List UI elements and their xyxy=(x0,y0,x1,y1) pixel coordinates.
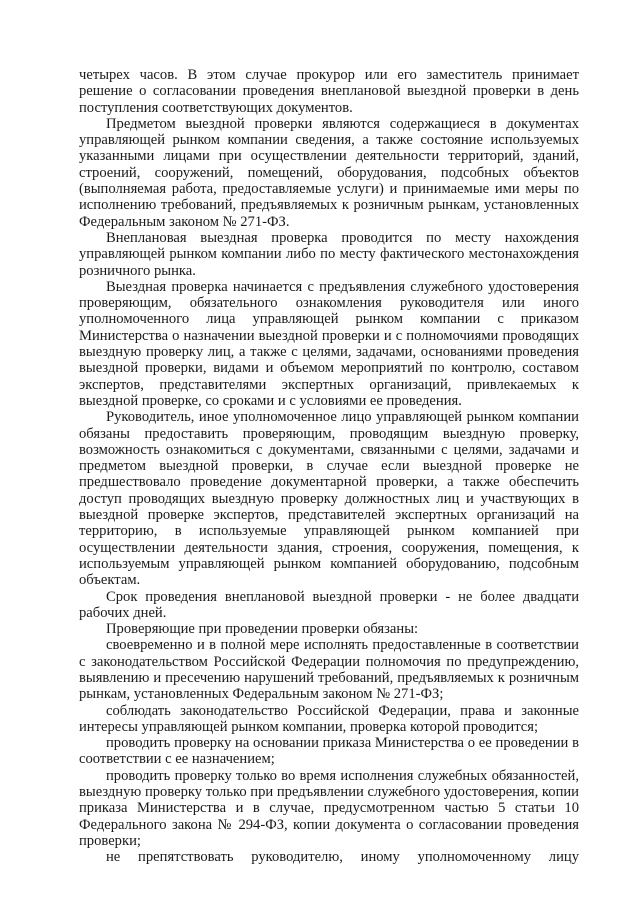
paragraph-duty-order-basis: проводить проверку на основании приказа Министерства о ее проведении в соответствии с ее назначением; xyxy=(79,735,579,768)
paragraph-inspection-start: Выездная проверка начинается с предъявления служебного удостоверения проверяющим, обязательного ознакомления руководителя или иного уполномоченного лица управляющей рынком компании с приказом Министерства о назначении выездной проверки и с полномочиями проводящих выездную проверку лиц, а также с целями, задачами, основаниями проведения выездной проверки, видами и объемом мероприятий по контролю, составом экспертов, представителями экспертных организаций, привлекаемых к выездной проверке, со сроками и с условиями ее проведения. xyxy=(79,278,579,409)
paragraph-duty-observe-law: соблюдать законодательство Российской Федерации, права и законные интересы управляющей рынком компании, проверка которой проводится; xyxy=(79,702,579,735)
paragraph-inspectors-duties-intro: Проверяющие при проведении проверки обязаны: xyxy=(106,621,419,638)
paragraph-continuation: четырех часов. В этом случае прокурор или его заместитель принимает решение о согласовании проведения внеплановой выездной проверки в день поступления соответствующих документов. xyxy=(79,67,579,116)
paragraph-duty-exercise-powers: своевременно и в полной мере исполнять предоставленные в соответствии с законодательством Российской Федерации полномочия по предупреждению, выявлению и пресечению нарушений требований, предъявляемых к розничным рынкам, установленных Федеральным законом № 271-ФЗ; xyxy=(79,637,579,703)
paragraph-duty-during-service: проводить проверку только во время исполнения служебных обязанностей, выездную проверку только при предъявлении служебного удостоверения, копии приказа Министерства и в случае, предусмотренном частью 5 статьи 10 Федерального закона № 294-ФЗ, копии документа о согласовании проведения проверки; xyxy=(79,767,579,849)
paragraph-subject-of-inspection: Предметом выездной проверки являются содержащиеся в документах управляющей рынком компании сведения, а также состояние используемых указанными лицами при осуществлении деятельности территорий, зданий, строений, сооружений, помещений, оборудования, подсобных объектов (выполняемая работа, предоставляемые услуги) и принимаемые ими меры по исполнению требований, предъявляемых к розничным рынкам, установленных Федеральным законом № 271-ФЗ. xyxy=(79,115,579,230)
paragraph-duty-not-obstruct: не препятствовать руководителю, иному уполномоченному лицу xyxy=(106,849,579,866)
document-body xyxy=(79,67,579,866)
paragraph-inspection-duration: Срок проведения внеплановой выездной проверки - не более двадцати рабочих дней. xyxy=(79,588,579,621)
paragraph-inspection-location: Внеплановая выездная проверка проводится по месту нахождения управляющей рынком компании либо по месту фактического местонахождения розничного рынка. xyxy=(79,229,579,279)
paragraph-manager-obligations: Руководитель, иное уполномоченное лицо управляющей рынком компании обязаны предоставить проверяющим, проводящим выездную проверку, возможность ознакомиться с документами, связанными с целями, задачами и предметом выездной проверки, в случае если выездной проверке не предшествовало проведение документарной проверки, а также обеспечить доступ проводящих выездную проверку должностных лиц и участвующих в выездной проверке экспертов, представителей экспертных организаций на территорию, в используемые управляющей рынком компанией при осуществлении деятельности здания, строения, сооружения, помещения, к используемым управляющей рынком компанией оборудованию, подсобным объектам. xyxy=(79,409,579,589)
